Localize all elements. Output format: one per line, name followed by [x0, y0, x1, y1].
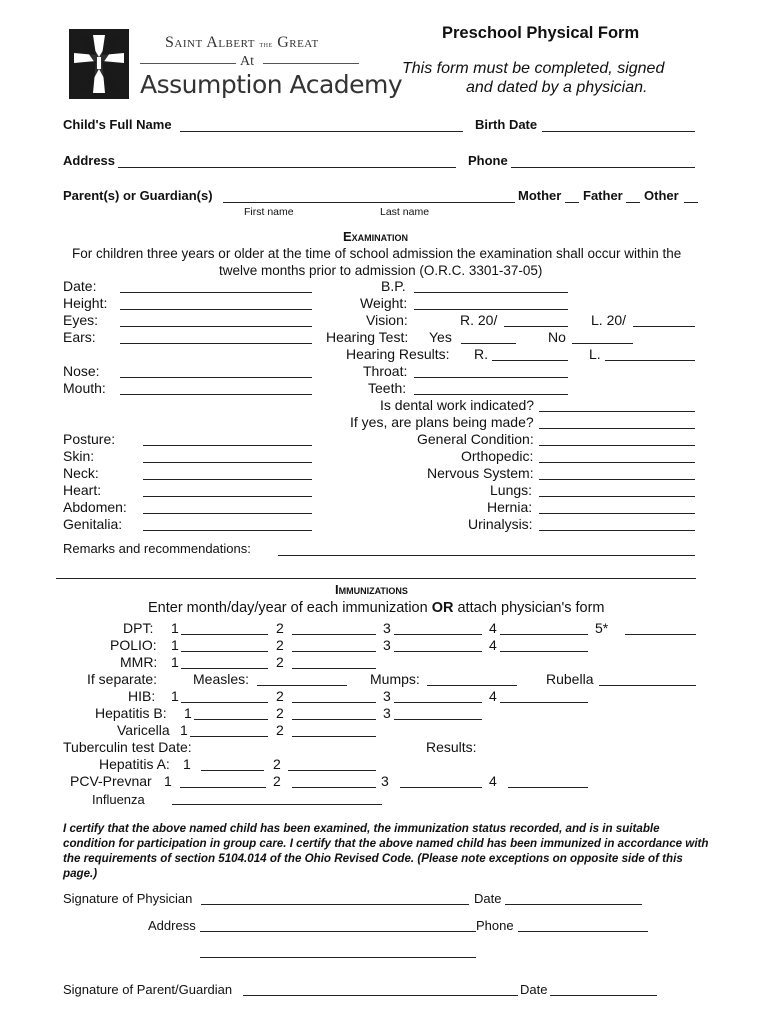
remarks-field[interactable]	[278, 555, 695, 556]
polio-4-num: 4	[489, 637, 497, 653]
hepa-2-num: 2	[273, 756, 281, 772]
hearing-no-field[interactable]	[572, 343, 633, 344]
influenza-label: Influenza	[92, 792, 145, 807]
hib-3-num: 3	[383, 688, 391, 704]
hepb-2-field[interactable]	[292, 719, 376, 720]
examination-heading: Examination	[343, 229, 408, 244]
posture-field[interactable]	[143, 445, 312, 446]
neck-label: Neck:	[63, 465, 99, 481]
dpt-1-field[interactable]	[181, 634, 268, 635]
dpt-5-num: 5*	[595, 620, 609, 636]
polio-1-num: 1	[171, 637, 179, 653]
other-label: Other	[644, 188, 679, 203]
hib-label: HIB:	[128, 688, 156, 704]
hib-4-field[interactable]	[500, 702, 588, 703]
general-condition-field[interactable]	[539, 445, 695, 446]
nose-label: Nose:	[63, 363, 100, 379]
mmr-1-field[interactable]	[181, 668, 268, 669]
nervous-system-label: Nervous System:	[427, 465, 534, 481]
polio-4-field[interactable]	[500, 651, 588, 652]
physician-date-label: Date	[474, 891, 502, 906]
father-label: Father	[583, 188, 623, 203]
phone-field[interactable]	[511, 167, 695, 168]
exam-description-1: For children three years or older at the time of school admission the examination shall occur within the	[72, 246, 682, 261]
instr-part-a: Enter month/day/year of each immunization	[148, 600, 432, 616]
hib-1-field[interactable]	[181, 702, 268, 703]
measles-field[interactable]	[257, 685, 347, 686]
birth-date-label: Birth Date	[475, 117, 538, 132]
nose-field[interactable]	[120, 377, 312, 378]
form-title: Preschool Physical Form	[442, 24, 640, 42]
hib-2-field[interactable]	[292, 702, 376, 703]
exam-description-2: twelve months prior to admission (O.R.C. 3301-37-05)	[219, 263, 543, 278]
polio-2-field[interactable]	[292, 651, 376, 652]
varicella-2-num: 2	[276, 722, 284, 738]
child-name-field[interactable]	[180, 131, 463, 132]
throat-label: Throat:	[363, 363, 408, 379]
hepb-1-num: 1	[184, 705, 192, 721]
hib-4-num: 4	[489, 688, 497, 704]
logo-line1: Saint Albert	[165, 34, 256, 51]
rubella-field[interactable]	[599, 685, 696, 686]
pcv-2-num: 2	[273, 773, 281, 789]
dpt-5-field[interactable]	[625, 634, 696, 635]
hib-1-num: 1	[171, 688, 179, 704]
hearing-yes-label: Yes	[429, 329, 452, 345]
dpt-3-num: 3	[383, 620, 391, 636]
dpt-2-field[interactable]	[292, 634, 376, 635]
dpt-1-num: 1	[171, 620, 179, 636]
physician-phone-field[interactable]	[518, 931, 648, 932]
remarks-field-2[interactable]	[56, 578, 696, 579]
neck-field[interactable]	[143, 479, 312, 480]
dpt-label: DPT:	[123, 620, 154, 636]
hepa-1-field[interactable]	[201, 770, 264, 771]
immunization-instructions	[148, 600, 605, 616]
mmr-label: MMR:	[120, 654, 158, 670]
last-name-caption: Last name	[380, 206, 430, 218]
genitalia-field[interactable]	[143, 530, 312, 531]
dpt-4-field[interactable]	[500, 634, 588, 635]
tb-results-label: Results:	[426, 739, 477, 755]
orthopedic-field[interactable]	[539, 462, 695, 463]
pcv-2-field[interactable]	[292, 787, 376, 788]
throat-field[interactable]	[414, 377, 568, 378]
parent-date-field[interactable]	[550, 995, 657, 996]
rubella-label: Rubella	[546, 671, 594, 687]
hepb-3-field[interactable]	[394, 719, 482, 720]
vision-label: Vision:	[366, 312, 408, 328]
heart-field[interactable]	[143, 496, 312, 497]
mouth-label: Mouth:	[63, 380, 106, 396]
plans-label: If yes, are plans being made?	[350, 414, 534, 430]
remarks-label: Remarks and recommendations:	[63, 541, 251, 556]
physician-phone-label: Phone	[476, 918, 514, 933]
eyes-field[interactable]	[120, 326, 312, 327]
hib-2-num: 2	[276, 688, 284, 704]
polio-label: POLIO:	[110, 637, 157, 653]
physician-signature-label: Signature of Physician	[63, 891, 193, 906]
pcv-3-field[interactable]	[400, 787, 482, 788]
varicella-1-field[interactable]	[190, 736, 268, 737]
first-name-caption: First name	[244, 206, 294, 218]
hepb-3-num: 3	[383, 705, 391, 721]
hernia-field[interactable]	[539, 513, 695, 514]
mother-label: Mother	[518, 188, 562, 203]
form-subtitle-line1: This form must be completed, signed	[402, 60, 665, 77]
vision-r20-label: R. 20/	[460, 312, 498, 328]
guardian-label: Parent(s) or Guardian(s)	[63, 188, 213, 203]
parent-signature-label: Signature of Parent/Guardian	[63, 982, 233, 997]
measles-label: Measles:	[193, 671, 250, 687]
mumps-field[interactable]	[427, 685, 517, 686]
mumps-label: Mumps:	[370, 671, 420, 687]
mmr-2-num: 2	[276, 654, 284, 670]
weight-label: Weight:	[360, 295, 408, 311]
physician-signature-field[interactable]	[201, 904, 469, 905]
dpt-2-num: 2	[276, 620, 284, 636]
dental-label: Is dental work indicated?	[380, 397, 535, 413]
phone-label: Phone	[468, 153, 508, 168]
cross-emblem-icon	[69, 29, 129, 99]
weight-field[interactable]	[414, 309, 568, 310]
mother-checkbox[interactable]	[565, 202, 579, 203]
teeth-field[interactable]	[414, 394, 568, 395]
hepa-2-field[interactable]	[288, 770, 376, 771]
height-label: Height:	[63, 295, 108, 311]
mmr-2-field[interactable]	[292, 668, 376, 669]
varicella-label: Varicella	[117, 722, 170, 738]
posture-label: Posture:	[63, 431, 116, 447]
child-name-label: Child's Full Name	[63, 117, 172, 132]
if-separate-label: If separate:	[87, 671, 158, 687]
physician-address-field-2[interactable]	[200, 957, 476, 958]
guardian-field[interactable]	[223, 202, 515, 203]
hearing-l-label: L.	[589, 346, 601, 362]
hearing-left-field[interactable]	[605, 360, 695, 361]
tuberculin-label: Tuberculin test Date:	[63, 739, 192, 755]
address-field[interactable]	[118, 167, 456, 168]
orthopedic-label: Orthopedic:	[461, 448, 534, 464]
pcv-1-field[interactable]	[180, 787, 266, 788]
logo-line1c: Great	[277, 34, 319, 51]
height-field[interactable]	[120, 309, 312, 310]
genitalia-label: Genitalia:	[63, 516, 123, 532]
lungs-label: Lungs:	[490, 482, 533, 498]
skin-field[interactable]	[143, 462, 312, 463]
parent-signature-field[interactable]	[243, 995, 518, 996]
hepb-2-num: 2	[276, 705, 284, 721]
pcv-4-num: 4	[489, 773, 497, 789]
physician-address-label: Address	[148, 918, 196, 933]
polio-3-num: 3	[383, 637, 391, 653]
hearing-results-label: Hearing Results:	[346, 346, 450, 362]
urinalysis-label: Urinalysis:	[468, 516, 533, 532]
parent-date-label: Date	[520, 982, 548, 997]
general-condition-label: General Condition:	[417, 431, 534, 447]
hepatitis-b-label: Hepatitis B:	[95, 705, 167, 721]
abdomen-label: Abdomen:	[63, 499, 127, 515]
pcv-3-num: 3	[381, 773, 389, 789]
hearing-yes-field[interactable]	[461, 343, 516, 344]
polio-1-field[interactable]	[181, 651, 268, 652]
physician-address-field[interactable]	[200, 931, 476, 932]
ears-label: Ears:	[63, 329, 96, 345]
immunizations-heading: Immunizations	[335, 582, 408, 597]
varicella-1-num: 1	[180, 722, 188, 738]
instr-part-b: attach physician's form	[453, 600, 605, 616]
pcv-prevnar-label: PCV-Prevnar	[70, 773, 152, 789]
mouth-field[interactable]	[120, 394, 312, 395]
mmr-1-num: 1	[171, 654, 179, 670]
dental-field[interactable]	[539, 411, 695, 412]
plans-field[interactable]	[539, 428, 695, 429]
bp-field[interactable]	[414, 292, 568, 293]
nervous-system-field[interactable]	[539, 479, 695, 480]
hearing-right-field[interactable]	[492, 360, 568, 361]
logo-line3: Assumption Academy	[140, 70, 403, 99]
hearing-no-label: No	[548, 329, 566, 345]
urinalysis-field[interactable]	[539, 530, 695, 531]
hepb-1-field[interactable]	[194, 719, 268, 720]
hernia-label: Hernia:	[487, 499, 533, 515]
hearing-r-label: R.	[474, 346, 488, 362]
dpt-4-num: 4	[489, 620, 497, 636]
other-checkbox[interactable]	[684, 202, 698, 203]
polio-2-num: 2	[276, 637, 284, 653]
lungs-field[interactable]	[539, 496, 695, 497]
vision-left-field[interactable]	[633, 326, 695, 327]
hepa-1-num: 1	[183, 756, 191, 772]
vision-l20-label: L. 20/	[591, 312, 627, 328]
logo-line1b: the	[259, 40, 273, 49]
pcv-4-field[interactable]	[508, 787, 588, 788]
hearing-test-label: Hearing Test:	[326, 329, 409, 345]
pcv-1-num: 1	[164, 773, 172, 789]
physician-date-field[interactable]	[505, 904, 642, 905]
father-checkbox[interactable]	[626, 202, 640, 203]
teeth-label: Teeth:	[368, 380, 407, 396]
heart-label: Heart:	[63, 482, 102, 498]
skin-label: Skin:	[63, 448, 95, 464]
dpt-3-field[interactable]	[394, 634, 482, 635]
certification-text: I certify that the above named child has been examined, the immunization status recorded, and is in suitable condition for participation in group care. I certify that the above named child has been immunized in accordance with the requirements of section 5104.014 of the Ohio Revised Code. (Please note exceptions on opposite side of this page.)	[63, 822, 709, 880]
vision-right-field[interactable]	[504, 326, 568, 327]
date-label: Date:	[63, 278, 97, 294]
hepatitis-a-label: Hepatitis A:	[99, 756, 170, 772]
hib-3-field[interactable]	[394, 702, 482, 703]
birth-date-field[interactable]	[542, 131, 695, 132]
ears-field[interactable]	[120, 343, 312, 344]
logo-line2: At	[240, 54, 254, 69]
abdomen-field[interactable]	[143, 513, 312, 514]
polio-3-field[interactable]	[394, 651, 482, 652]
influenza-field[interactable]	[172, 804, 382, 805]
date-field[interactable]	[120, 292, 312, 293]
address-label: Address	[63, 153, 116, 168]
instr-or: OR	[431, 600, 454, 616]
form-subtitle-line2: and dated by a physician.	[466, 79, 648, 96]
eyes-label: Eyes:	[63, 312, 99, 328]
varicella-2-field[interactable]	[292, 736, 376, 737]
bp-label: B.P.	[381, 278, 406, 294]
